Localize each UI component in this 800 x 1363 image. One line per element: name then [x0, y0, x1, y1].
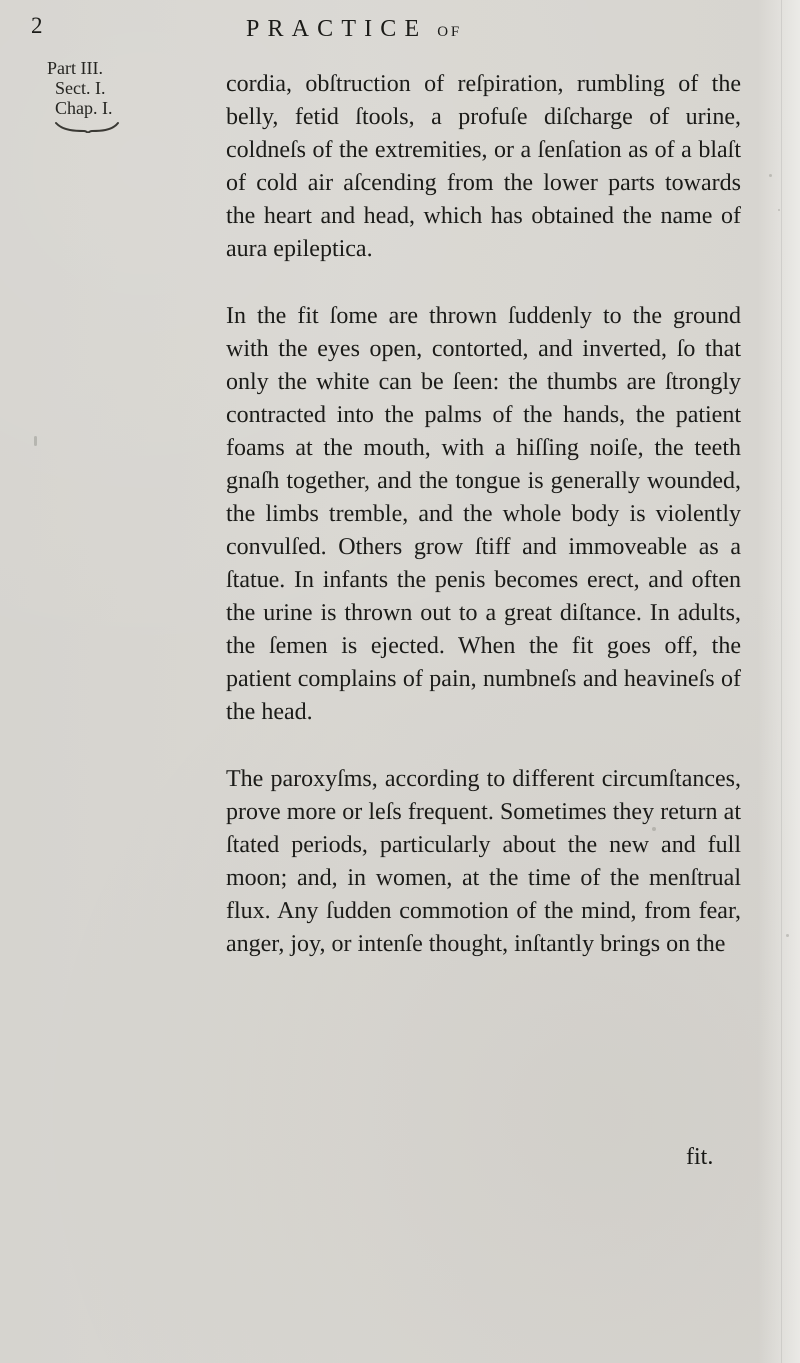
paper-speck	[769, 174, 772, 177]
paper-speck	[34, 436, 37, 446]
running-head	[246, 16, 462, 43]
paragraph-2: In the fit ſome are thrown ſuddenly to the ground with the eyes open, contorted, and inverted, ſo that only the white can be ſeen: the thumbs are ſtrongly contracted into the palms of the hands, the patient foams at the mouth, with a hiſſing noiſe, the teeth gnaſh together, and the tongue is generally wounded, the limbs tremble, and the whole body is violently convulſed. Others grow ſtiff and immoveable as a ſtatue. In infants the penis becomes erect, and often the urine is thrown out to a great diſtance. In adults, the ſemen is ejected. When the fit goes off, the patient complains of pain, numbneſs and heavineſs of the head.	[226, 303, 741, 725]
page-edge-shade	[758, 0, 800, 1363]
paragraph-1: cordia, obſtruction of reſpiration, rumbling of the belly, fetid ſtools, a profuſe diſcharge of urine, coldneſs of the extremities, or a ſenſation as of a blaſt of cold air aſcending from the lower parts towards the heart and head, which has obtained the name of aura epileptica.	[226, 71, 741, 262]
margin-note	[47, 59, 127, 138]
margin-brace-icon	[55, 121, 119, 133]
margin-note-chapter: Chap. I.	[55, 97, 113, 118]
paragraph-3: The paroxyſms, according to different circumſtances, prove more or leſs frequent. Sometimes they return at ſtated periods, particularly about the new and full moon; and, in women, at the time of the menſtrual flux. Any ſudden commotion of the mind, from fear, anger, joy, or intenſe thought, inſtantly brings on the	[226, 766, 741, 957]
page-number: 2	[31, 13, 43, 38]
paper-speck	[786, 934, 789, 937]
page-edge-line	[781, 0, 782, 1363]
running-head-suffix: OF	[437, 24, 462, 40]
running-head-main: PRACTICE	[246, 16, 428, 42]
catchword: fit.	[686, 1144, 714, 1170]
paper-speck	[778, 209, 780, 211]
page-body-text	[226, 68, 741, 961]
margin-note-section: Sect. I.	[55, 78, 106, 99]
margin-note-part: Part III.	[47, 58, 103, 78]
paper-speck	[652, 827, 656, 831]
